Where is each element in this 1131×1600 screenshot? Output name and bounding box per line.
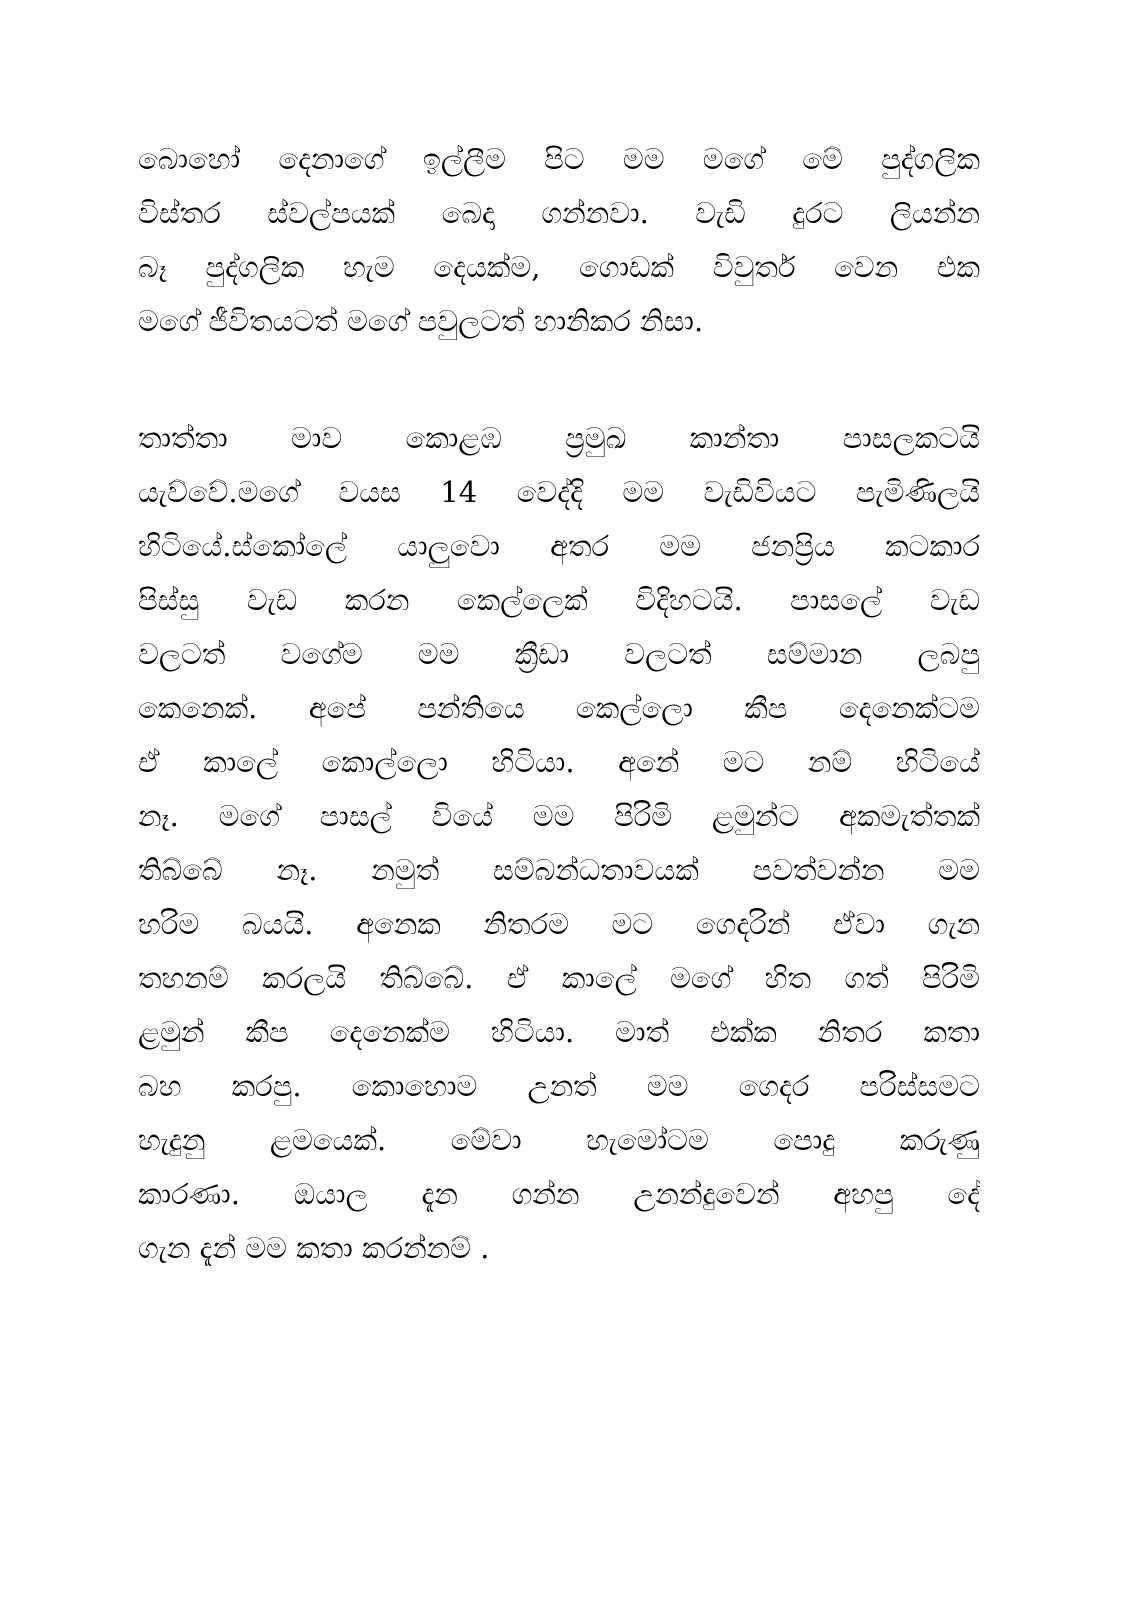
- paragraph-line: හරිම බයයි. අනෙක නිතරම මට ගෙදරින් ඒවා ගැන: [138, 907, 980, 941]
- paragraph-2: [138, 411, 980, 1275]
- paragraph-line: වලටත් වගේම මම ක්‍රීඩා වලටත් සම්මාන ලබපු: [138, 637, 980, 671]
- paragraph-line: මගේ ජීවිතයටත් මගේ පවුලටත් හානිකර නිසා.: [138, 304, 704, 338]
- paragraph-line: ඒ කාලේ කොල්ලො හිටියා. අනේ මට නම් හිටියේ: [138, 745, 980, 779]
- paragraph-line: බහ කරපු. කොහොම උනත් මම ගෙදර පරිස්සමට: [138, 1069, 980, 1103]
- paragraph-line: පිස්සු වැඩ කරන කෙල්ලෙක් විදිහටයි. පාසලේ වැඩ: [138, 583, 980, 617]
- paragraph-line: තහනම් කරලයි තිබ්බේ. ඒ කාලේ මගේ හිත ගත් පිරිමි: [138, 961, 980, 995]
- paragraph-line: විස්තර ස්වල්පයක් බෙදා ගන්නවා. වැඩි දුරට ලියන්න: [138, 196, 980, 230]
- paragraph-line: බෑ පුද්ගලික හැම දෙයක්ම, ගොඩක් විවුර්ත වෙන එක: [138, 250, 980, 284]
- paragraph-line: හැදුනු ළමයෙක්. මේවා හැමෝටම පොදු කරුණු: [138, 1123, 980, 1157]
- paragraph-line: ගැන දැන් මම කතා කරන්නම් .: [138, 1231, 490, 1265]
- paragraph-line: කාරණා. ඔයාල දැන ගන්න උනන්දුවෙන් අහපු දේ: [138, 1177, 980, 1211]
- paragraph-line: හිටියේ.ස්කෝලේ යාලුවො අතර මම ජනප්‍රිය කටකාර: [138, 529, 980, 563]
- paragraph-line: ළමුන් කීප දෙනෙක්ම හිටියා. මාත් එක්ක නිතර කතා: [138, 1015, 980, 1049]
- paragraph-line: යැව්වේ.මගේ වයස 14 වෙද්දි මම වැඩිවියට පැමිණිලයි: [138, 475, 980, 509]
- paragraph-1: [138, 132, 980, 348]
- paragraph-line: කෙනෙක්. අපේ පන්තියෙ කෙල්ලො කීප දෙනෙක්ටම: [138, 691, 980, 725]
- paragraph-line: තාත්තා මාව කොළඹ ප්‍රමුඛ කාන්තා පාසලකටයි: [138, 421, 980, 455]
- paragraph-line: නෑ. මගේ පාසල් වියේ මම පිරිමි ළමුන්ට අකමැත්තක්: [138, 799, 980, 833]
- paragraph-line: බොහෝ දෙනාගේ ඉල්ලීම පිට මම මගේ මේ පුද්ගලික: [138, 142, 980, 176]
- paragraph-line: තිබ්බේ නෑ. නමුත් සම්බන්ධතාවයක් පවත්වන්න මම: [138, 853, 980, 887]
